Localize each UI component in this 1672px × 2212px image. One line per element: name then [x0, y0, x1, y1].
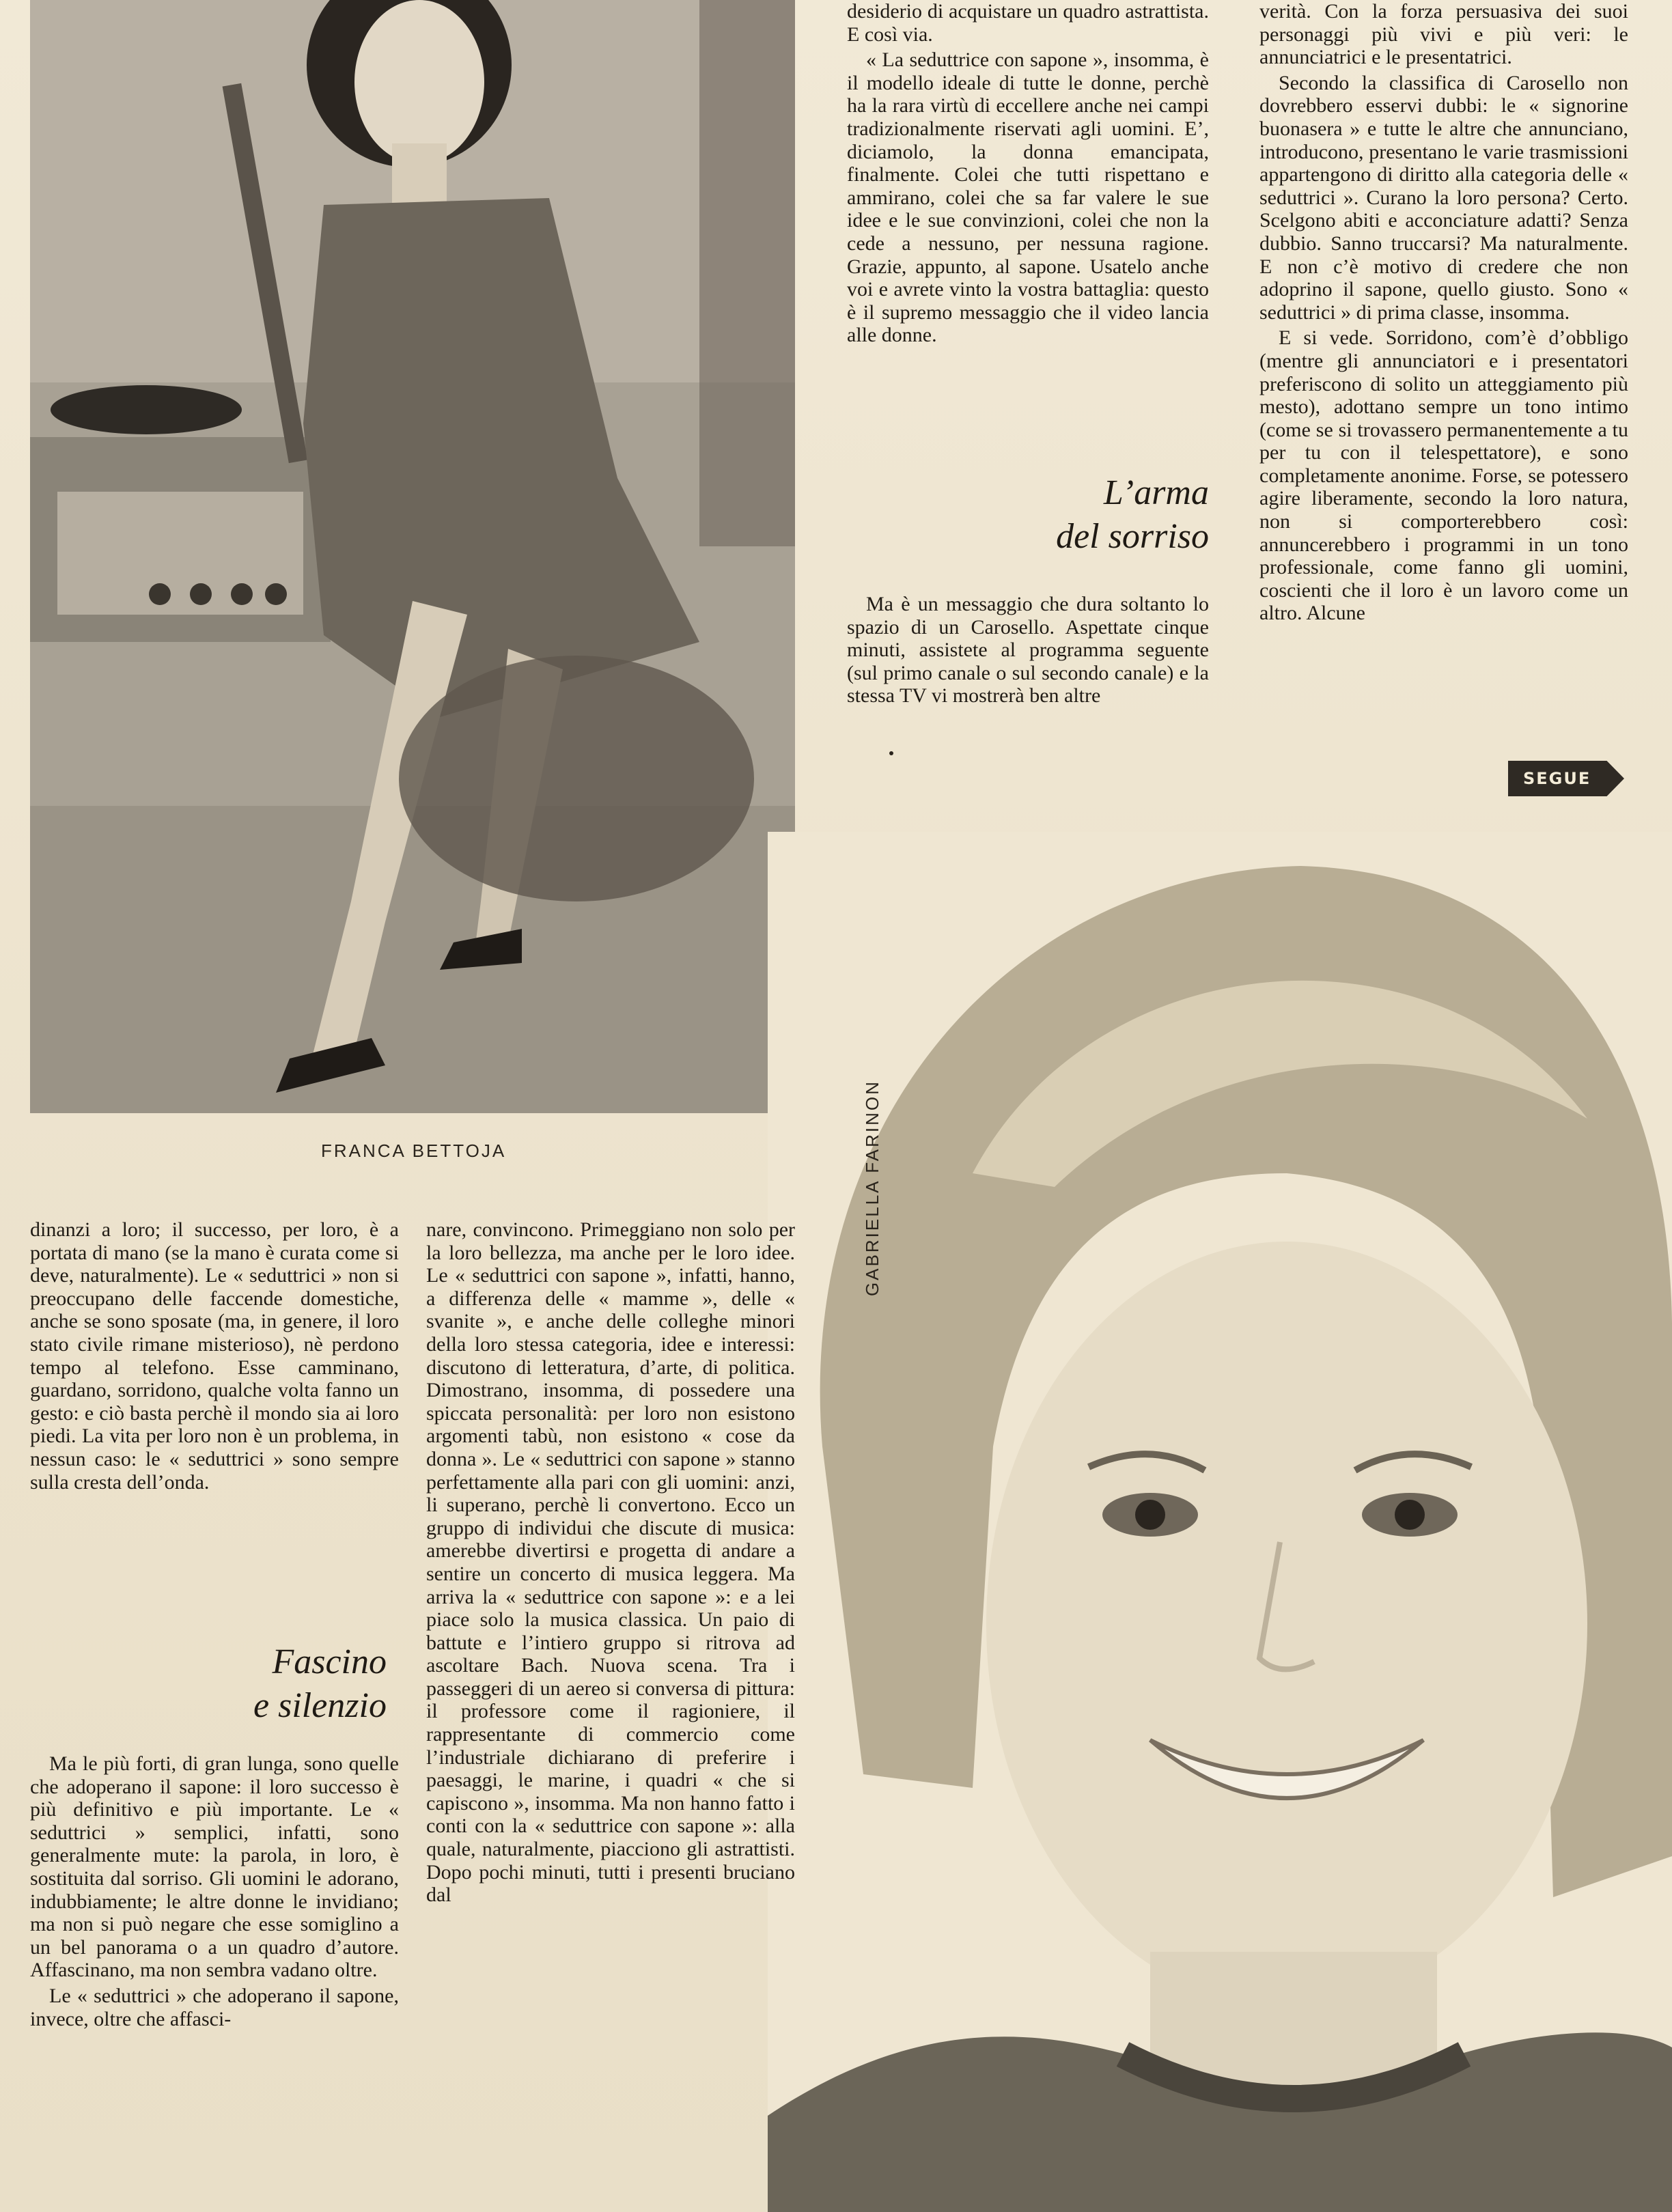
subheading-arma-del-sorriso — [984, 471, 1209, 559]
paragraph: dinanzi a loro; il successo, per loro, è a portata di mano (se la mano è curata come si deve, naturalmente). Le « seduttrici » non si preoccupano delle faccende domestiche, anche se sono sposate (ma, in genere, il loro stato civile rimane misterioso), nè perdono tempo al telefono. Esse camminano, guardano, sorridono, qualche volta fanno un gesto: e ciò basta perchè il mondo sia ai loro piedi. La vita per loro non è un problema, in nessun caso: le « seduttrici » sono sempre sulla cresta dell’onda. — [30, 1218, 399, 1494]
paragraph: Ma le più forti, di gran lunga, sono quelle che adoperano il sapone: il loro successo è più definitivo e più importante. Le « seduttrici » semplici, infatti, sono generalmente mute: la parola, in loro, è sostituita dal sorriso. Gli uomini le adorano, indubbiamente; le altre donne le invidiano; ma non si può negare che esse somiglino a un bel panorama o a un quadro d’autore. Affascinano, ma non sembra vadano oltre. — [30, 1752, 399, 1982]
paragraph: Ma è un messaggio che dura soltanto lo spazio di un Carosello. Aspettate cinque minuti, assistete al programma seguente (sul primo canale o sul secondo canale) e la stessa TV vi mostrerà ben altre — [847, 593, 1209, 708]
article-column-bottom-left — [30, 1218, 399, 1594]
subheading-line: del sorriso — [1056, 517, 1209, 556]
paragraph: verità. Con la forza persuasiva dei suoi personaggi più vivi e più veri: le annunciatrici e le presentatrici. — [1259, 0, 1628, 69]
paragraph: nare, convincono. Primeggiano non solo per la loro bellezza, ma anche per le loro idee. Le « seduttrici con sapone », infatti, hanno, a differenza delle « mamme », delle « svanite », e anche delle colleghe minori della loro stessa categoria, idee e interessi: discutono di letteratura, d’arte, di politica. Dimostrano, insomma, di possedere una spiccata personalità: per loro non esistono argomenti tabù, non esistono « cose da donna ». Le « seduttrici con sapone » stanno perfettamente alla pari con gli uomini: anzi, li superano, perchè li convertono. Ecco un gruppo di individui che discute di musica: amerebbe divertirsi e progetta di andare a sentire un concerto di musica leggera. Ma arriva la « seduttrice con sapone »: e a lei piace solo la musica classica. Un paio di battute e l’intiero gruppo si ritrova ad ascoltare Bach. Nuova scena. Tra i passeggeri di un aereo si conversa di pittura: il professore come il ragioniere, il rappresentante di commercio come l’industriale dichiarano di preferire i paesaggi, le marine, i quadri « che si capiscono », insomma. Ma non hanno fatto i conti con la « seduttrice con sapone »: alla quale, naturalmente, piacciono gli astrattisti. Dopo pochi minuti, tutti i presenti bruciano dal — [426, 1218, 795, 1907]
photo-caption-franca: FRANCA BETTOJA — [321, 1140, 507, 1161]
paragraph: Le « seduttrici » che adoperano il sapone, invece, oltre che affasci- — [30, 1984, 399, 2030]
article-column-top-right — [1259, 0, 1628, 748]
article-column-top-middle — [847, 0, 1209, 451]
paragraph: E si vede. Sorridono, com’è d’obbligo (mentre gli annunciatori e i presentatori preferiscono di solito un atteggiamento più mesto), adottano sempre un tono intimo (come se si trovassero permanentemente a tu per tu con il telespettatore), e sono completamente anonime. Forse, se potessero agire liberamente, secondo la loro natura, non si comporterebbero così: annuncerebbero i programmi in un tono professionale, come fanno gli uomini, coscienti che il loro è un lavoro come un altro. Alcune — [1259, 326, 1628, 625]
photo-gabriella-farinon — [768, 832, 1672, 2212]
paragraph: « La seduttrice con sapone », insomma, è il modello ideale di tutte le donne, perchè ha la rara virtù di eccellere anche nei campi tradizionalmente riservati agli uomini. E’, diciamolo, la donna emancipata, finalmente. Colei che tutti rispettano e ammirano, colei che sa far valere le sue idee e le sue convinzioni, colei che non la cede a nessuno, per nessuna ragione. Grazie, appunto, al sapone. Usatelo anche voi e avrete vinto la vostra battaglia: questo è il supremo messaggio che il video lancia alle donne. — [847, 48, 1209, 347]
continue-label: SEGUE — [1523, 769, 1591, 788]
subheading-line: L’arma — [1103, 473, 1209, 512]
paragraph: Secondo la classifica di Carosello non dovrebbero esservi dubbi: le « signorine buonasera » e tutte le altre che annunciano, introducono, presentano le varie trasmissioni appartengono di diritto alla categoria delle « seduttrici ». Curano la loro persona? Certo. Scelgono abiti e acconciature adatti? Senza dubbio. Sanno truccarsi? Ma naturalmente. E non c’è motivo di credere che non adoprino il sapone, quello giusto. Sono « seduttrici » di prima classe, insomma. — [1259, 71, 1628, 324]
photo-caption-gabriella: GABRIELLA FARINON — [862, 1080, 882, 1296]
paragraph: desiderio di acquistare un quadro astrattista. E così via. — [847, 0, 1209, 46]
photo-franca-bettoja — [30, 0, 795, 1113]
subheading-fascino-e-silenzio — [178, 1640, 387, 1728]
decorative-dot — [889, 751, 893, 755]
article-column-top-middle-continued — [847, 593, 1209, 750]
subheading-line: e silenzio — [253, 1686, 387, 1725]
subheading-line: Fascino — [272, 1642, 387, 1681]
continue-arrow-tag — [1508, 761, 1624, 796]
photo-franca-illustration — [30, 0, 795, 1113]
article-column-bottom-left-continued — [30, 1752, 399, 2203]
photo-gabriella-illustration — [768, 832, 1672, 2212]
article-column-bottom-middle — [426, 1218, 795, 2202]
